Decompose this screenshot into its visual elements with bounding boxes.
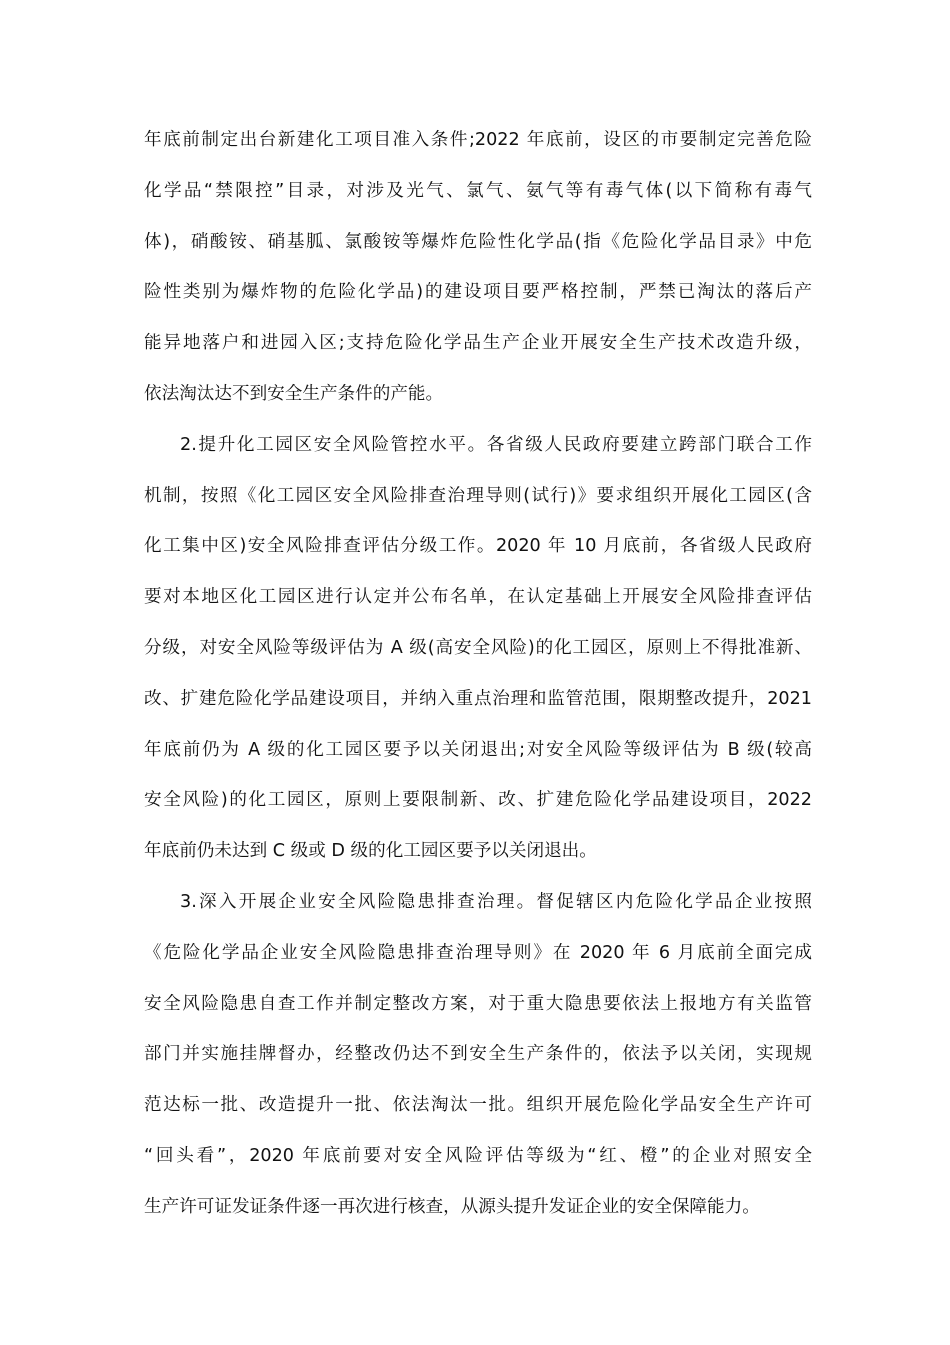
text-line: 范达标一批、改造提升一批、依法淘汰一批。组织开展危险化学品安全生产许可 [144,1095,812,1116]
text-line: 改、扩建危险化学品建设项目，并纳入重点治理和监管范围，限期整改提升，2021 [144,688,812,709]
document-body [144,115,812,1233]
text-line: 体)，硝酸铵、硝基胍、氯酸铵等爆炸危险性化学品(指《危险化学品目录》中危 [144,231,812,252]
text-line: 年底前仍为 A 级的化工园区要予以关闭退出;对安全风险等级评估为 B 级(较高 [144,739,812,760]
text-line: 安全风险)的化工园区，原则上要限制新、改、扩建危险化学品建设项目，2022 [144,790,812,811]
text-line: 年底前仍未达到 C 级或 D 级的化工园区要予以关闭退出。 [144,841,597,862]
text-line: 化学品“禁限控”目录，对涉及光气、氯气、氨气等有毒气体(以下简称有毒气 [144,180,812,201]
paragraph-first-line: 3.深入开展企业安全风险隐患排查治理。督促辖区内危险化学品企业按照 [180,891,812,912]
text-line: 险性类别为爆炸物的危险化学品)的建设项目要严格控制，严禁已淘汰的落后产 [144,282,812,303]
text-line: 机制，按照《化工园区安全风险排查治理导则(试行)》要求组织开展化工园区(含 [144,485,812,506]
text-line: 依法淘汰达不到安全生产条件的产能。 [144,383,444,404]
text-line: 年底前制定出台新建化工项目准入条件;2022 年底前，设区的市要制定完善危险 [144,130,812,150]
text-line: 生产许可证发证条件逐一再次进行核查，从源头提升发证企业的安全保障能力。 [144,1196,760,1217]
text-line: 《危险化学品企业安全风险隐患排查治理导则》在 2020 年 6 月底前全面完成 [144,942,812,963]
paragraph-first-line: 2.提升化工园区安全风险管控水平。各省级人民政府要建立跨部门联合工作 [180,434,812,455]
text-line: 化工集中区)安全风险排查评估分级工作。2020 年 10 月底前，各省级人民政府 [144,536,812,557]
text-line: 能异地落户和进园入区;支持危险化学品生产企业开展安全生产技术改造升级， [144,333,812,354]
text-line: 安全风险隐患自查工作并制定整改方案，对于重大隐患要依法上报地方有关监管 [144,993,812,1014]
text-line: 分级，对安全风险等级评估为 A 级(高安全风险)的化工园区，原则上不得批准新、 [144,637,812,658]
text-line: 部门并实施挂牌督办，经整改仍达不到安全生产条件的，依法予以关闭，实现规 [144,1044,812,1065]
text-line: 要对本地区化工园区进行认定并公布名单，在认定基础上开展安全风险排查评估 [144,587,812,608]
text-line: “回头看”，2020 年底前要对安全风险评估等级为“红、橙”的企业对照安全 [144,1145,812,1166]
